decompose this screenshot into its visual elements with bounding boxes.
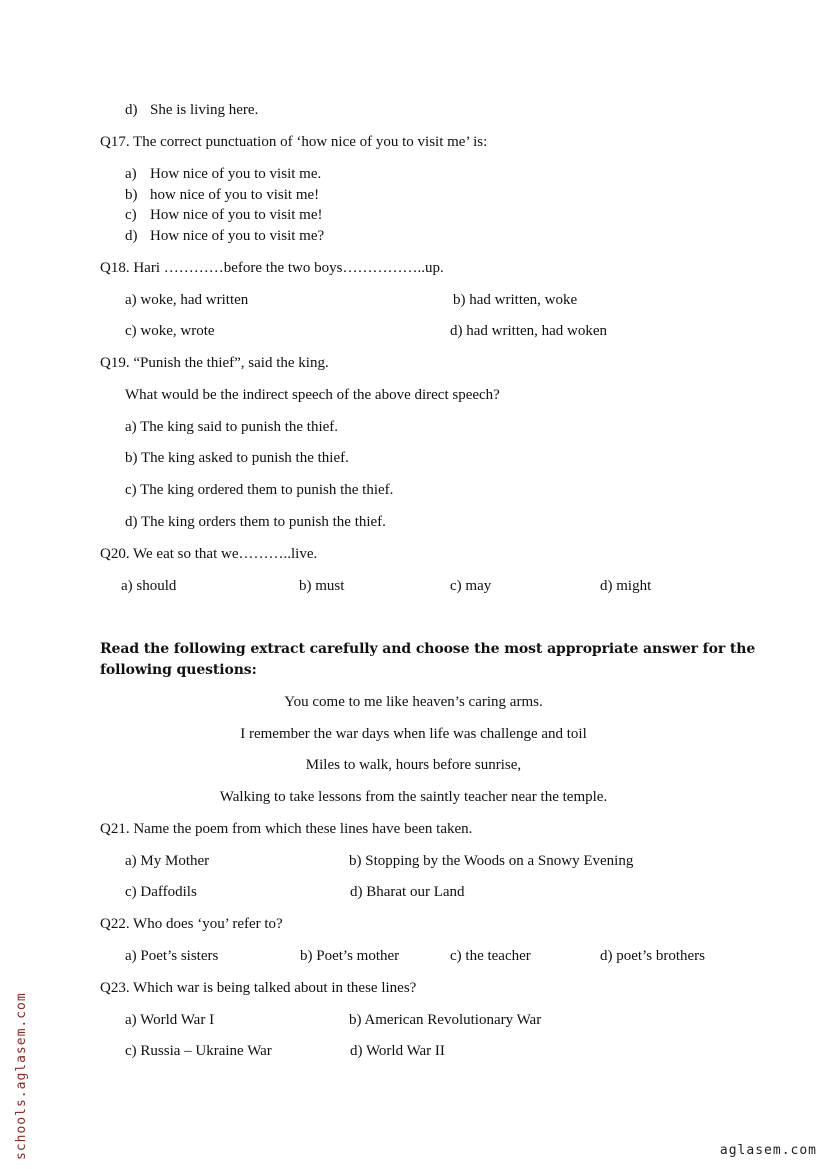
q19-option-c: c) The king ordered them to punish the thief. [125,482,394,498]
q17-option-d-label: d) [125,228,138,244]
q23-question: Q23. Which war is being talked about in these lines? [100,980,417,996]
q20-question: Q20. We eat so that we………..live. [100,546,318,562]
side-watermark: schools.aglasem.com [14,992,29,1160]
q19-option-a: a) The king said to punish the thief. [125,419,339,435]
q16-option-d [125,101,258,119]
q22-option-b: b) Poet’s mother [300,948,400,964]
q17-option-b-label: b) [125,187,138,203]
poem-line-2: I remember the war days when life was challenge and toil [240,726,587,742]
q23-option-d: d) World War II [350,1043,445,1059]
q17-option-c-label: c) [125,207,137,223]
q19-option-b: b) The king asked to punish the thief. [125,450,349,466]
q18-option-a: a) woke, had written [125,292,249,308]
q17-option-b-text: how nice of you to visit me! [150,187,320,203]
q20-option-a: a) should [121,578,177,594]
q20-option-c: c) may [450,578,492,594]
q22-option-d: d) poet’s brothers [600,948,705,964]
q17-option-c-text: How nice of you to visit me! [150,207,323,223]
q18-option-d: d) had written, had woken [450,323,608,339]
q21-option-b: b) Stopping by the Woods on a Snowy Evening [349,853,634,869]
q23-option-a: a) World War I [125,1012,215,1028]
q22-option-a: a) Poet’s sisters [125,948,219,964]
q18-option-b: b) had written, woke [453,292,578,308]
q16-option-d-text: She is living here. [150,102,259,118]
poem-line-1: You come to me like heaven’s caring arms. [284,694,543,710]
q20-option-b: b) must [299,578,345,594]
q17-option-a [125,165,321,183]
q22-option-c: c) the teacher [450,948,531,964]
q19-option-d: d) The king orders them to punish the thief. [125,514,386,530]
instructions-line-2: following questions: [100,662,257,678]
q21-question: Q21. Name the poem from which these lines have been taken. [100,821,473,837]
q19-question: Q19. “Punish the thief”, said the king. [100,355,329,371]
q18-question: Q18. Hari …………before the two boys……………..up. [100,260,444,276]
q17-option-d [125,227,324,245]
q17-question: Q17. The correct punctuation of ‘how nice of you to visit me’ is: [100,134,488,150]
q17-option-a-label: a) [125,166,137,182]
q20-option-d: d) might [600,578,652,594]
bottom-watermark: aglasem.com [719,1143,817,1158]
q17-option-b [125,186,319,204]
q21-option-a: a) My Mother [125,853,210,869]
q23-option-b: b) American Revolutionary War [349,1012,542,1028]
q19-prompt: What would be the indirect speech of the above direct speech? [125,387,500,403]
q21-option-d: d) Bharat our Land [350,884,465,900]
q21-option-c: c) Daffodils [125,884,197,900]
q17-option-c [125,206,322,224]
q18-option-c: c) woke, wrote [125,323,215,339]
instructions-line-1: Read the following extract carefully and choose the most appropriate answer for the [100,641,756,657]
q23-option-c: c) Russia – Ukraine War [125,1043,272,1059]
q17-option-d-text: How nice of you to visit me? [150,228,325,244]
q17-option-a-text: How nice of you to visit me. [150,166,322,182]
poem-line-3: Miles to walk, hours before sunrise, [305,757,522,773]
q22-question: Q22. Who does ‘you’ refer to? [100,916,283,932]
q16-option-d-label: d) [125,102,138,118]
poem-line-4: Walking to take lessons from the saintly teacher near the temple. [219,789,608,805]
